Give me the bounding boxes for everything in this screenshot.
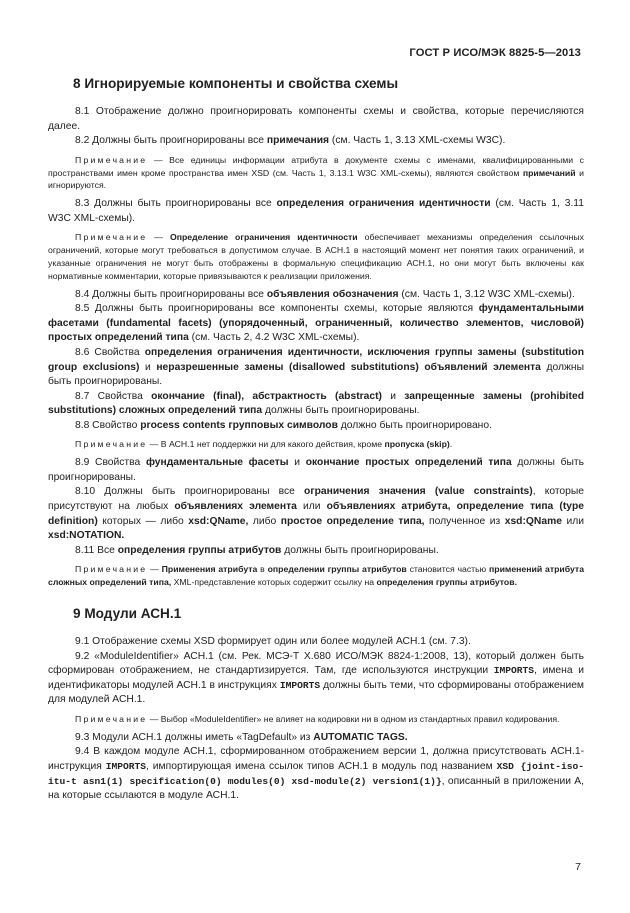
page-content bbox=[48, 75, 584, 804]
note-label: Примечание bbox=[75, 564, 148, 575]
para-8-7: 8.7 Свойства окончание (final), абстрактность (abstract) и запрещенные замены (prohibited substitutions) сложных определений типа должны быть проигнорированы. bbox=[48, 390, 584, 417]
para-8-3: 8.3 Должны быть проигнорированы все определения ограничения идентичности (см. Часть 1, 3.11 W3C XML-схемы). bbox=[48, 198, 584, 224]
note-label: Примечание bbox=[75, 154, 148, 165]
para-8-2: 8.2 Должны быть проигнорированы все примечания (см. Часть 1, 3.13 XML-схемы W3C). bbox=[75, 135, 506, 147]
para-9-1: 9.1 Отображение схемы XSD формирует один или более модулей АСН.1 (см. 7.3). bbox=[75, 636, 471, 648]
para-8-4: 8.4 Должны быть проигнорированы все объявления обозначения (см. Часть 1, 3.12 W3C XML-схемы). bbox=[75, 288, 575, 300]
para-9-3: 9.3 Модули АСН.1 должны иметь «TagDefault» из AUTOMATIC TAGS. bbox=[75, 731, 408, 743]
section-9-heading: 9 Модули АСН.1 bbox=[73, 606, 182, 622]
note-8-3: Примечание — Определение ограничения идентичности обеспечивает механизмы определения ссылочных ограничений, которые могут требоваться в допустимом случае. В АСН.1 в настоящий момент нет понятия таких ограничений, и указанные ограничения не могут быть отображены в формальную спецификацию АСН.1, но они могут быть включены как нормативные комментарии, которые привязываются к реализации приложения. bbox=[48, 232, 584, 281]
note-label: Примечание bbox=[75, 714, 148, 724]
para-9-4: 9.4 В каждом модуле АСН.1, сформированном отображением версии 1, должна присутствовать АСН.1-инструкция IMPORTS, импортирующая имена ссылок типов АСН.1 в модуль под названием XSD {joint-iso-itu-t asn1(1) specification(0) modules(0) xsd-module(2) version1(1)}, описанный в приложении А, на которые ссылаются в модуле АСН.1. bbox=[48, 746, 584, 802]
section-8-heading: 8 Игнорируемые компоненты и свойства схемы bbox=[73, 76, 399, 91]
para-8-5: 8.5 Должны быть проигнорированы все компоненты схемы, которые являются фундаментальными фасетами (fundamental facets) (упорядоченный, ограниченный, количество элементов, числовой) простых определений типа (см. Часть 2, 4.2 W3C XML-схемы). bbox=[48, 303, 584, 344]
note-8-11: Примечание — Применения атрибута в определении группы атрибутов становится частью применений атрибута сложных определений типа, XML-представление которых содержит ссылку на определения группы атрибутов. bbox=[48, 564, 585, 588]
para-8-9: 8.9 Свойства фундаментальные фасеты и окончание простых определений типа должны быть проигнорированы. bbox=[48, 457, 584, 483]
para-9-2: 9.2 «ModuleIdentifier» АСН.1 (см. Рек. МСЭ-Т Х.680 ИСО/МЭК 8824-1:2008, 13), который должен быть сформирован отображением, не стандартизируется. Там, где используются инструкции IMPORTS, имена и идентификаторы модулей АСН.1 в инструкциях IMPORTS должны быть теми, что сформированы отображением для модулей АСН.1. bbox=[48, 650, 584, 706]
note-8-8: Примечание — В АСН.1 нет поддержки ни для какого действия, кроме пропуска (skip). bbox=[75, 439, 453, 450]
standard-header: ГОСТ Р ИСО/МЭК 8825-5—2013 bbox=[409, 47, 581, 59]
note-label: Примечание bbox=[75, 439, 148, 450]
para-8-1: 8.1 Отображение должно проигнорировать компоненты схемы и свойства, которые перечисляются далее. bbox=[48, 106, 584, 132]
para-8-6: 8.6 Свойства определения ограничения идентичности, исключения группы замены (substitution group exclusions) и неразрешенные замены (disallowed substitutions) объявлений элемента должны быть проигнорированы. bbox=[48, 346, 584, 388]
note-8-2: Примечание — Все единицы информации атрибута в документе схемы с именами, квалифицированными с пространствами имен кроме пространства имен XSD (см. Часть 1, 3.13.1 W3C XML-схемы), являются свойством примечаний и игнорируются. bbox=[48, 154, 584, 191]
para-8-11: 8.11 Все определения группы атрибутов должны быть проигнорированы. bbox=[75, 544, 439, 556]
para-8-10: 8.10 Должны быть проигнорированы все ограничения значения (value constraints), которые присутствуют на любых объявлениях элемента или объявлениях атрибута, определение типа (type definition) которых — либо xsd:QName, либо простое определение типа, полученное из xsd:QName или xsd:NOTATION. bbox=[48, 486, 585, 542]
note-label: Примечание bbox=[75, 232, 148, 243]
note-9-2: Примечание — Выбор «ModuleIdentifier» не влияет на кодировки ни в одном из стандартных правил кодирования. bbox=[75, 714, 560, 724]
page-number: 7 bbox=[575, 861, 581, 873]
para-8-8: 8.8 Свойство process contents групповых символов должно быть проигнорировано. bbox=[75, 419, 492, 431]
